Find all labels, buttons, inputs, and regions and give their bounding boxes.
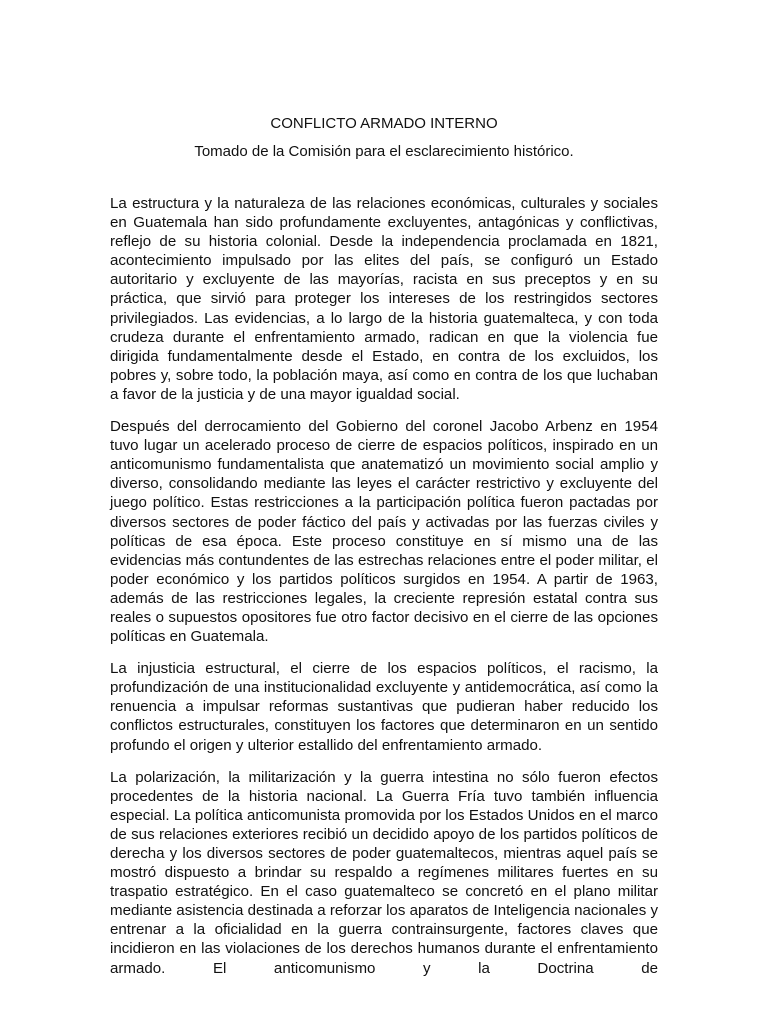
document-subtitle: Tomado de la Comisión para el esclarecimiento histórico. (194, 143, 574, 160)
document-body (110, 194, 658, 991)
document-title: CONFLICTO ARMADO INTERNO (270, 115, 498, 132)
paragraph-4: La polarización, la militarización y la guerra intestina no sólo fueron efectos procedentes de la historia nacional. La Guerra Fría tuvo también influencia especial. La política anticomunista promovida por los Estados Unidos en el marco de sus relaciones exteriores recibió un decidido apoyo de los partidos políticos de derecha y los diversos sectores de poder guatemaltecos, mientras aquel país se mostró dispuesto a brindar su respaldo a regímenes militares fuertes en su traspatio estratégico. En el caso guatemalteco se concretó en el plano militar mediante asistencia destinada a reforzar los aparatos de Inteligencia nacionales y entrenar a la oficialidad en la guerra contrainsurgente, factores claves que incidieron en las violaciones de los derechos humanos durante el enfrentamiento armado. El anticomunismo y la Doctrina de (110, 768, 658, 977)
paragraph-2: Después del derrocamiento del Gobierno del coronel Jacobo Arbenz en 1954 tuvo lugar un acelerado proceso de cierre de espacios políticos, inspirado en un anticomunismo fundamentalista que anatematizó un movimiento social amplio y diverso, consolidando mediante las leyes el carácter restrictivo y excluyente del juego político. Estas restricciones a la participación política fueron pactadas por diversos sectores de poder fáctico del país y activadas por las fuerzas civiles y políticas de esa época. Este proceso constituye en sí mismo una de las evidencias más contundentes de las estrechas relaciones entre el poder militar, el poder económico y los partidos políticos surgidos en 1954. A partir de 1963, además de las restricciones legales, la creciente represión estatal contra sus reales o supuestos opositores fue otro factor decisivo en el cierre de las opciones políticas en Guatemala. (110, 418, 658, 646)
paragraph-3: La injusticia estructural, el cierre de los espacios políticos, el racismo, la profundización de una institucionalidad excluyente y antidemocrática, así como la renuencia a impulsar reformas sustantivas que pudieran haber reducido los conflictos estructurales, constituyen los factores que determinaron en un sentido profundo el origen y ulterior estallido del enfrentamiento armado. (110, 660, 658, 754)
paragraph-1: La estructura y la naturaleza de las relaciones económicas, culturales y sociales en Guatemala han sido profundamente excluyentes, antagónicas y conflictivas, reflejo de su historia colonial. Desde la independencia proclamada en 1821, acontecimiento impulsado por las elites del país, se configuró un Estado autoritario y excluyente de las mayorías, racista en sus preceptos y en su práctica, que sirvió para proteger los intereses de los restringidos sectores privilegiados. Las evidencias, a lo largo de la historia guatemalteca, y con toda crudeza durante el enfrentamiento armado, radican en que la violencia fue dirigida fundamentalmente desde el Estado, en contra de los excluidos, los pobres y, sobre todo, la población maya, así como en contra de los que luchaban a favor de la justicia y de una mayor igualdad social. (110, 195, 658, 403)
